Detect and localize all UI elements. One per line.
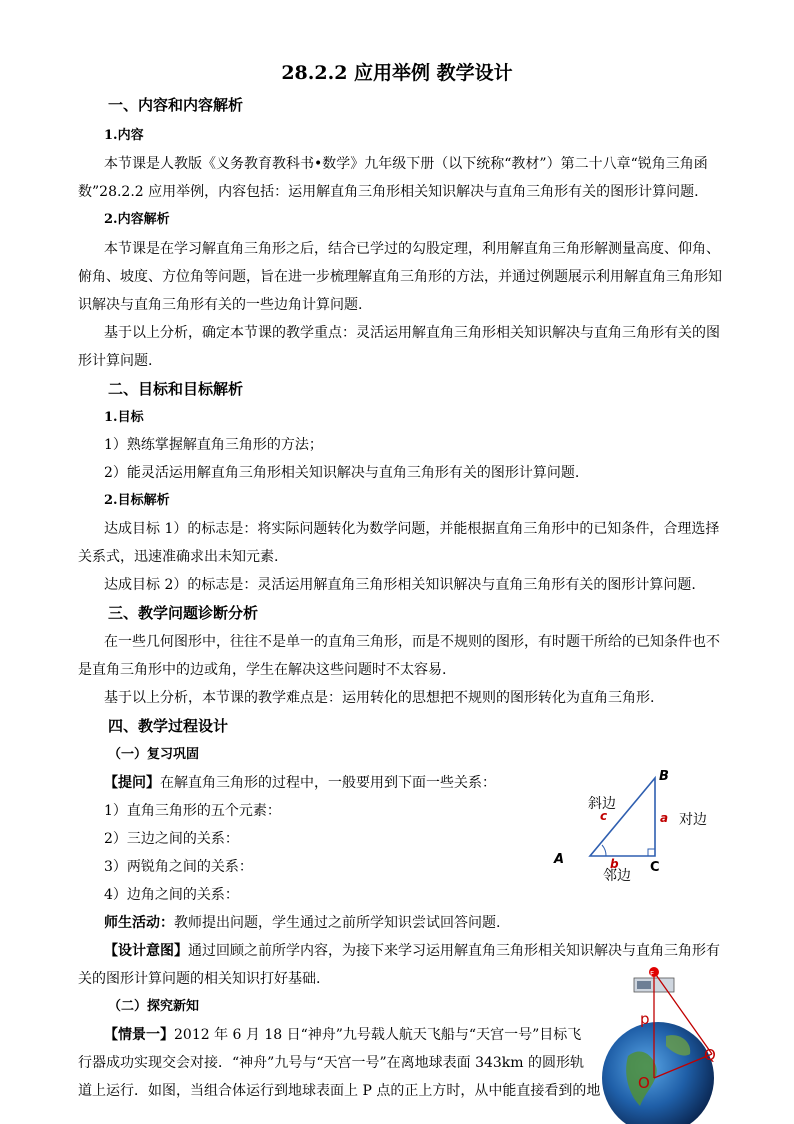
vertex-a-label: A: [554, 852, 565, 867]
goal-item: 2）能灵活运用解直角三角形相关知识解决与直角三角形有关的图形计算问题.: [104, 465, 580, 481]
question-item: 2）三边之间的关系：: [104, 831, 239, 847]
paragraph-line: 达成目标 2）的标志是：灵活运用解直角三角形相关知识解决与直角三角形有关的图形计算问题.: [104, 577, 696, 593]
earth-orbit-figure: [600, 966, 730, 1124]
angle-arc: [602, 845, 606, 856]
hypotenuse-label: 斜边: [588, 796, 616, 812]
scenario-text: 2012 年 6 月 18 日“神舟”九号载人航天飞船与“天宫一号”目标飞: [174, 1027, 582, 1043]
goal-item: 1）熟练掌握解直角三角形的方法；: [104, 437, 323, 453]
point-f-label: F: [650, 970, 655, 978]
side-c-label: c: [600, 809, 608, 823]
earth-globe: [602, 1022, 714, 1124]
paragraph-line: 本节课是人教版《义务教育教科书•数学》九年级下册（以下统称“教材”）第二十八章“锐角三角函: [104, 156, 708, 172]
paragraph-line: 本节课是在学习解直角三角形之后，结合已学过的勾股定理，利用解直角三角形解测量高度、仰角、: [104, 241, 720, 257]
point-p-label: p: [640, 1010, 650, 1028]
right-triangle-figure: [548, 766, 718, 896]
question-tag: 【提问】: [104, 775, 160, 791]
right-angle-mark: [648, 849, 655, 856]
point-o-label: O: [638, 1074, 650, 1092]
paragraph-line: 行器成功实现交会对接．“神舟”九号与“天宫一号”在离地球表面 343km 的圆形轨: [78, 1055, 585, 1071]
paragraph-line: 是直角三角形中的边或角，学生在解决这些问题时不太容易.: [78, 662, 447, 678]
section-heading-3: 三、教学问题诊断分析: [108, 604, 259, 622]
activity-line: [104, 914, 500, 932]
scenario-line: [104, 1026, 581, 1044]
vertex-c-label: C: [650, 860, 660, 875]
intent-tag: 【设计意图】: [104, 943, 188, 959]
section-heading-2: 二、目标和目标解析: [108, 380, 244, 398]
question-item: 1）直角三角形的五个元素：: [104, 803, 281, 819]
paragraph-line: 关的图形计算问题的相关知识打好基础.: [78, 971, 321, 987]
subheading-explore: （二）探究新知: [108, 999, 200, 1014]
intent-text: 通过回顾之前所学内容，为接下来学习运用解直角三角形相关知识解决与直角三角形有: [188, 943, 720, 959]
paragraph-line: 形计算问题.: [78, 353, 153, 369]
activity-tag: 师生活动：: [104, 915, 174, 931]
paragraph-line: 道上运行．如图，当组合体运行到地球表面上 P 点的正上方时，从中能直接看到的地: [78, 1083, 601, 1099]
paragraph-line: 关系式，迅速准确求出未知元素.: [78, 549, 279, 565]
paragraph-line: 识解决与直角三角形有关的一些边角计算问题.: [78, 297, 363, 313]
paragraph-line: 数”28.2.2 应用举例，内容包括：运用解直角三角形相关知识解决与直角三角形有关的图形计算问题.: [78, 184, 699, 200]
subheading-goal-analysis: 2.目标解析: [104, 493, 170, 508]
opposite-label: 对边: [679, 812, 707, 828]
paragraph-line: 在一些几何图形中，往往不是单一的直角三角形，而是不规则的图形，有时题干所给的已知条件也不: [104, 634, 720, 650]
side-b-label: b: [610, 857, 619, 871]
spacecraft-panel: [637, 981, 651, 989]
side-a-label: a: [660, 811, 669, 825]
paragraph-line: 俯角、坡度、方位角等问题，旨在进一步梳理解直角三角形的方法，并通过例题展示利用解直角三角形知: [78, 269, 722, 285]
subheading-content-analysis: 2.内容解析: [104, 212, 170, 227]
subheading-content: 1.内容: [104, 128, 144, 143]
paragraph-line: 基于以上分析，确定本节课的教学重点：灵活运用解直角三角形相关知识解决与直角三角形有关的图: [104, 325, 720, 341]
section-heading-4: 四、教学过程设计: [108, 717, 229, 735]
point-q-label: Q: [704, 1046, 716, 1064]
vertex-b-label: B: [659, 769, 669, 784]
question-item: 3）两锐角之间的关系：: [104, 859, 253, 875]
section-heading-1: 一、内容和内容解析: [108, 96, 244, 114]
question-line: [104, 774, 496, 792]
adjacent-label: 邻边: [603, 868, 631, 884]
paragraph-line: 达成目标 1）的标志是：将实际问题转化为数学问题，并能根据直角三角形中的已知条件，合理选择: [104, 521, 720, 537]
question-item: 4）边角之间的关系：: [104, 887, 239, 903]
paragraph-line: 基于以上分析，本节课的教学难点是：运用转化的思想把不规则的图形转化为直角三角形.: [104, 690, 655, 706]
question-text: 在解直角三角形的过程中，一般要用到下面一些关系：: [160, 775, 496, 791]
scenario-tag: 【情景一】: [104, 1027, 174, 1043]
page-title: 28.2.2 应用举例 教学设计: [281, 62, 513, 84]
activity-text: 教师提出问题，学生通过之前所学知识尝试回答问题.: [174, 915, 501, 931]
subheading-goal: 1.目标: [104, 410, 144, 425]
subheading-review: （一）复习巩固: [108, 747, 200, 762]
intent-line: [104, 942, 720, 960]
